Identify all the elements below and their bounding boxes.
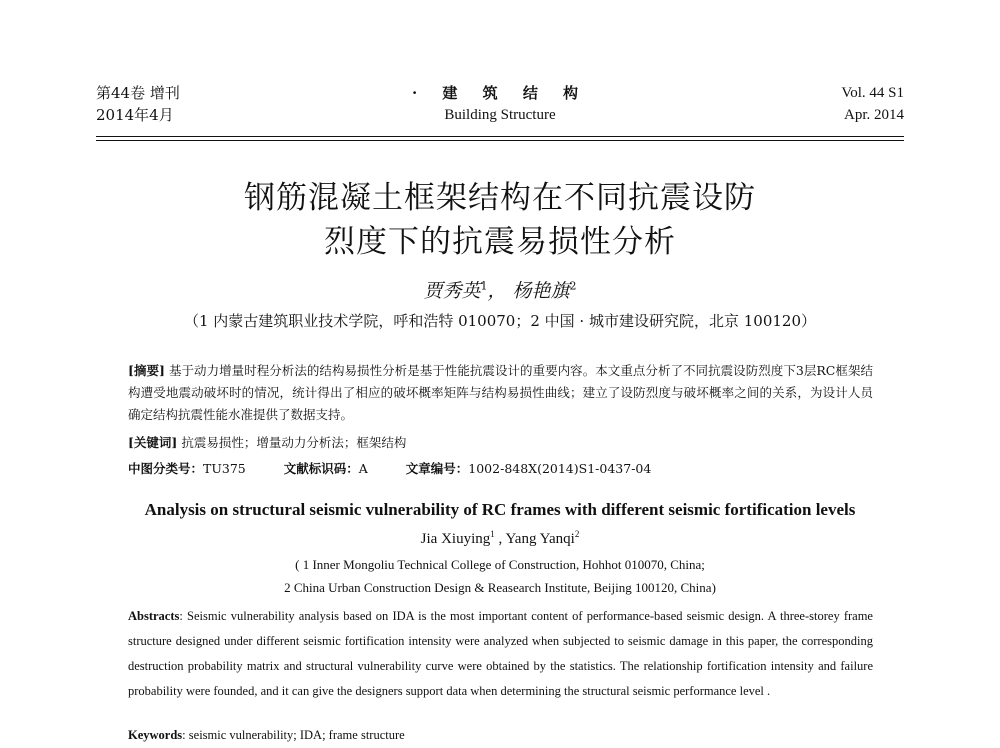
article-number [406, 461, 652, 476]
abstract-cn-text: 基于动力增量时程分析法的结构易损性分析是基于性能抗震设计的重要内容。本文重点分析了不同抗震设防烈度下3层RC框架结构遭受地震动破坏时的情况，统计得出了相应的破坏概率矩阵与结构易损性曲线；建立了设防烈度与破坏概率之间的关系，为设计人员确定结构抗震性能水准提供了数据支持。 [128, 363, 873, 422]
article-number-value: 1002-848X(2014)S1-0437-04 [468, 461, 652, 476]
keywords-en-text: seismic vulnerability; IDA; frame structure [185, 728, 405, 742]
abstract-en [128, 604, 873, 704]
authors-cn [0, 276, 1000, 303]
author1-en: Jia Xiuying [420, 531, 491, 547]
affiliation-en-line2: 2 China Urban Construction Design & Reasearch Institute, Beijing 100120, China) [284, 580, 716, 595]
date-en: Apr. 2014 [844, 107, 904, 123]
author-separator-en: , [494, 531, 506, 547]
author2-en: Yang Yanqi [505, 531, 575, 547]
keywords-cn-label: [关键词] [128, 435, 178, 450]
header-rule-bottom [96, 140, 904, 141]
header-right [841, 82, 904, 126]
date-cn: 2014年4月 [96, 106, 174, 124]
author1-cn: 贾秀英 [423, 280, 481, 302]
keywords-en [128, 728, 405, 743]
keywords-en-label: Keywords [128, 728, 183, 742]
title-en: Analysis on structural seismic vulnerability of RC frames with different seismic fortification levels [144, 500, 856, 519]
abstract-en-colon: : [179, 609, 183, 623]
abstract-cn-label: [摘要] [128, 363, 165, 378]
author2-cn-sup: 2 [569, 279, 577, 293]
header-rule-top [96, 136, 904, 137]
author-separator-cn: ， [487, 280, 507, 302]
journal-name-cn: · 建 筑 结 构 [411, 84, 589, 102]
doc-code-value: A [358, 461, 368, 476]
journal-name-en: Building Structure [444, 107, 556, 123]
keywords-en-colon: : [182, 728, 186, 742]
abstract-cn [128, 360, 873, 426]
title-cn-line1: 钢筋混凝土框架结构在不同抗震设防 [244, 180, 756, 216]
volume-cn: 第44卷 增刊 [96, 84, 180, 102]
keywords-cn-text: 抗震易损性；增量动力分析法；框架结构 [181, 435, 407, 450]
volume-en: Vol. 44 S1 [841, 85, 904, 101]
abstract-en-text: Seismic vulnerability analysis based on IDA is the most important content of performance-based seismic design. A three-storey frame structure designed under different seismic fortification intensity were analyzed when subjected to seismic damage in this paper, the corresponding destruction probability matrix and structural vulnerability curve were obtained by the statistics. The relationship fortification intensity and failure probability were founded, and it can give the designers support data when determining the structural seismic performance level . [128, 609, 873, 698]
affiliation-en-line1: ( 1 Inner Mongoliu Technical College of Construction, Hohhot 010070, China; [295, 557, 705, 572]
doc-code [284, 461, 368, 476]
author2-en-sup: 2 [574, 529, 580, 539]
keywords-cn [128, 433, 406, 451]
affiliation-cn: （1 内蒙古建筑职业技术学院，呼和浩特 010070；2 中国 · 城市建设研究院，北京 100120） [184, 312, 816, 330]
header-center [96, 82, 904, 126]
doc-code-label: 文献标识码： [283, 461, 359, 476]
title-cn-line2: 烈度下的抗震易损性分析 [324, 224, 676, 260]
author2-cn: 杨艳旗 [512, 280, 570, 302]
article-number-label: 文章编号： [405, 461, 469, 476]
authors-en [0, 529, 1000, 548]
title-cn [0, 176, 1000, 264]
author1-en-sup: 1 [490, 529, 495, 539]
clc-value: TU375 [203, 461, 246, 476]
abstract-en-label: Abstracts [128, 609, 180, 623]
clc-number [128, 461, 246, 476]
author1-cn-sup: 1 [480, 279, 488, 293]
clc-label: 中图分类号： [128, 461, 204, 476]
journal-header [96, 82, 904, 134]
article-meta-cn [128, 459, 685, 477]
